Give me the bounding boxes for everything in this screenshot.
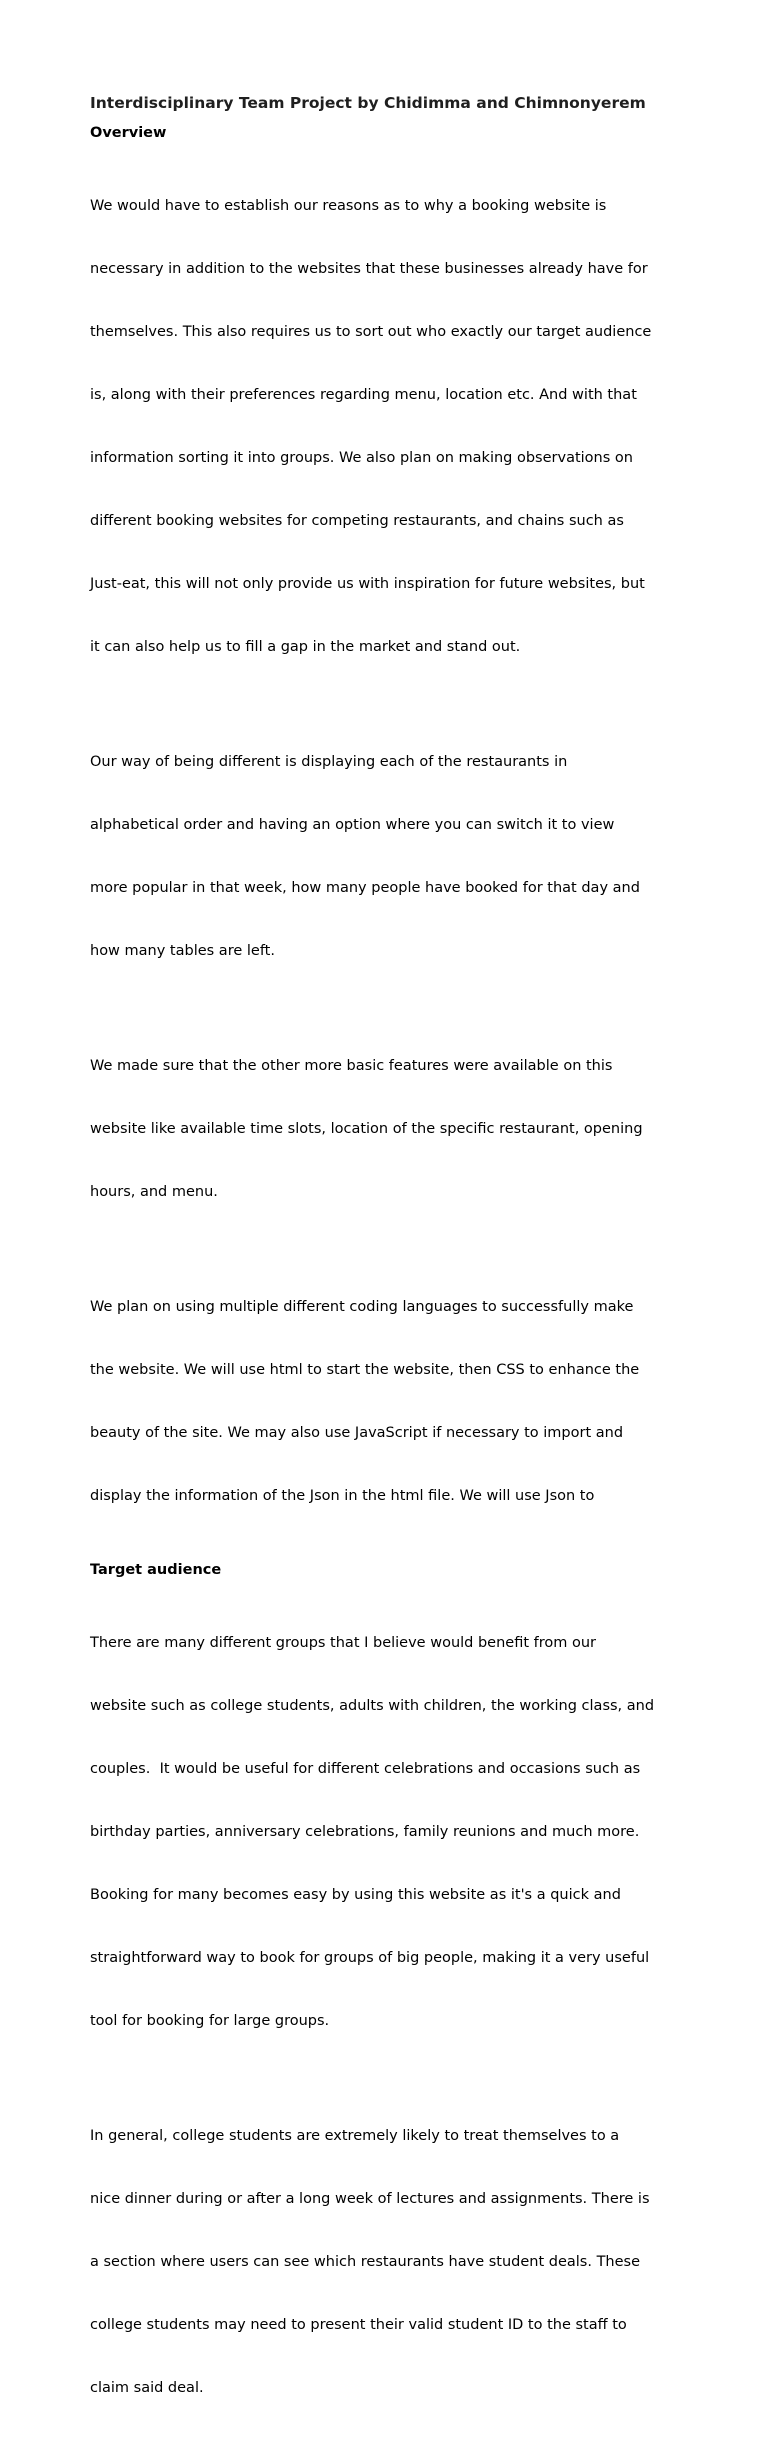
text-line: themselves. This also requires us to sort out who exactly our target audience bbox=[90, 324, 652, 340]
text-line: claim said deal. bbox=[90, 2380, 204, 2396]
text-line: a section where users can see which restaurants have student deals. These bbox=[90, 2254, 641, 2270]
target-paragraph-2 bbox=[90, 2084, 690, 2441]
overview-paragraph-3 bbox=[90, 1014, 690, 1245]
text-line: different booking websites for competing restaurants, and chains such as bbox=[90, 513, 624, 529]
text-line: Our way of being different is displaying each of the restaurants in bbox=[90, 754, 568, 770]
overview-paragraph-4 bbox=[90, 1255, 690, 1549]
text-line: tool for booking for large groups. bbox=[90, 2013, 330, 2029]
text-line: display the information of the Json in the html file. We will use Json to bbox=[90, 1488, 595, 1504]
target-audience-section bbox=[90, 1591, 690, 2441]
overview-section bbox=[90, 154, 690, 1549]
text-line: website like available time slots, location of the specific restaurant, opening bbox=[90, 1121, 643, 1137]
text-line: it can also help us to fill a gap in the market and stand out. bbox=[90, 639, 521, 655]
text-line: how many tables are left. bbox=[90, 943, 275, 959]
text-line: We made sure that the other more basic features were available on this bbox=[90, 1058, 613, 1074]
text-line: college students may need to present their valid student ID to the staff to bbox=[90, 2317, 627, 2333]
text-line: more popular in that week, how many people have booked for that day and bbox=[90, 880, 640, 896]
text-line: alphabetical order and having an option where you can switch it to view bbox=[90, 817, 615, 833]
text-line: straightforward way to book for groups of big people, making it a very useful bbox=[90, 1950, 650, 1966]
document-title: Interdisciplinary Team Project by Chidimma and Chimnonyerem bbox=[90, 94, 646, 112]
text-line: Booking for many becomes easy by using this website as it's a quick and bbox=[90, 1887, 621, 1903]
text-line: We plan on using multiple different coding languages to successfully make bbox=[90, 1299, 634, 1315]
target-audience-heading: Target audience bbox=[90, 1562, 222, 1578]
text-line: information sorting it into groups. We also plan on making observations on bbox=[90, 450, 633, 466]
text-line: website such as college students, adults with children, the working class, and bbox=[90, 1698, 655, 1714]
text-line: beauty of the site. We may also use JavaScript if necessary to import and bbox=[90, 1425, 624, 1441]
overview-paragraph-2 bbox=[90, 710, 690, 1004]
text-line: There are many different groups that I believe would benefit from our bbox=[90, 1635, 597, 1651]
text-line: nice dinner during or after a long week of lectures and assignments. There is bbox=[90, 2191, 650, 2207]
text-line: Just-eat, this will not only provide us with inspiration for future websites, but bbox=[90, 576, 645, 592]
text-line: necessary in addition to the websites that these businesses already have for bbox=[90, 261, 648, 277]
text-line: We would have to establish our reasons as to why a booking website is bbox=[90, 198, 607, 214]
text-line: In general, college students are extremely likely to treat themselves to a bbox=[90, 2128, 620, 2144]
text-line: hours, and menu. bbox=[90, 1184, 218, 1200]
text-line: is, along with their preferences regarding menu, location etc. And with that bbox=[90, 387, 637, 403]
text-line: couples. It would be useful for different celebrations and occasions such as bbox=[90, 1761, 641, 1777]
overview-heading: Overview bbox=[90, 125, 167, 141]
overview-paragraph-1 bbox=[90, 154, 690, 700]
target-paragraph-1 bbox=[90, 1591, 690, 2074]
document-page bbox=[90, 92, 690, 2441]
text-line: the website. We will use html to start the website, then CSS to enhance the bbox=[90, 1362, 640, 1378]
text-line: birthday parties, anniversary celebrations, family reunions and much more. bbox=[90, 1824, 640, 1840]
